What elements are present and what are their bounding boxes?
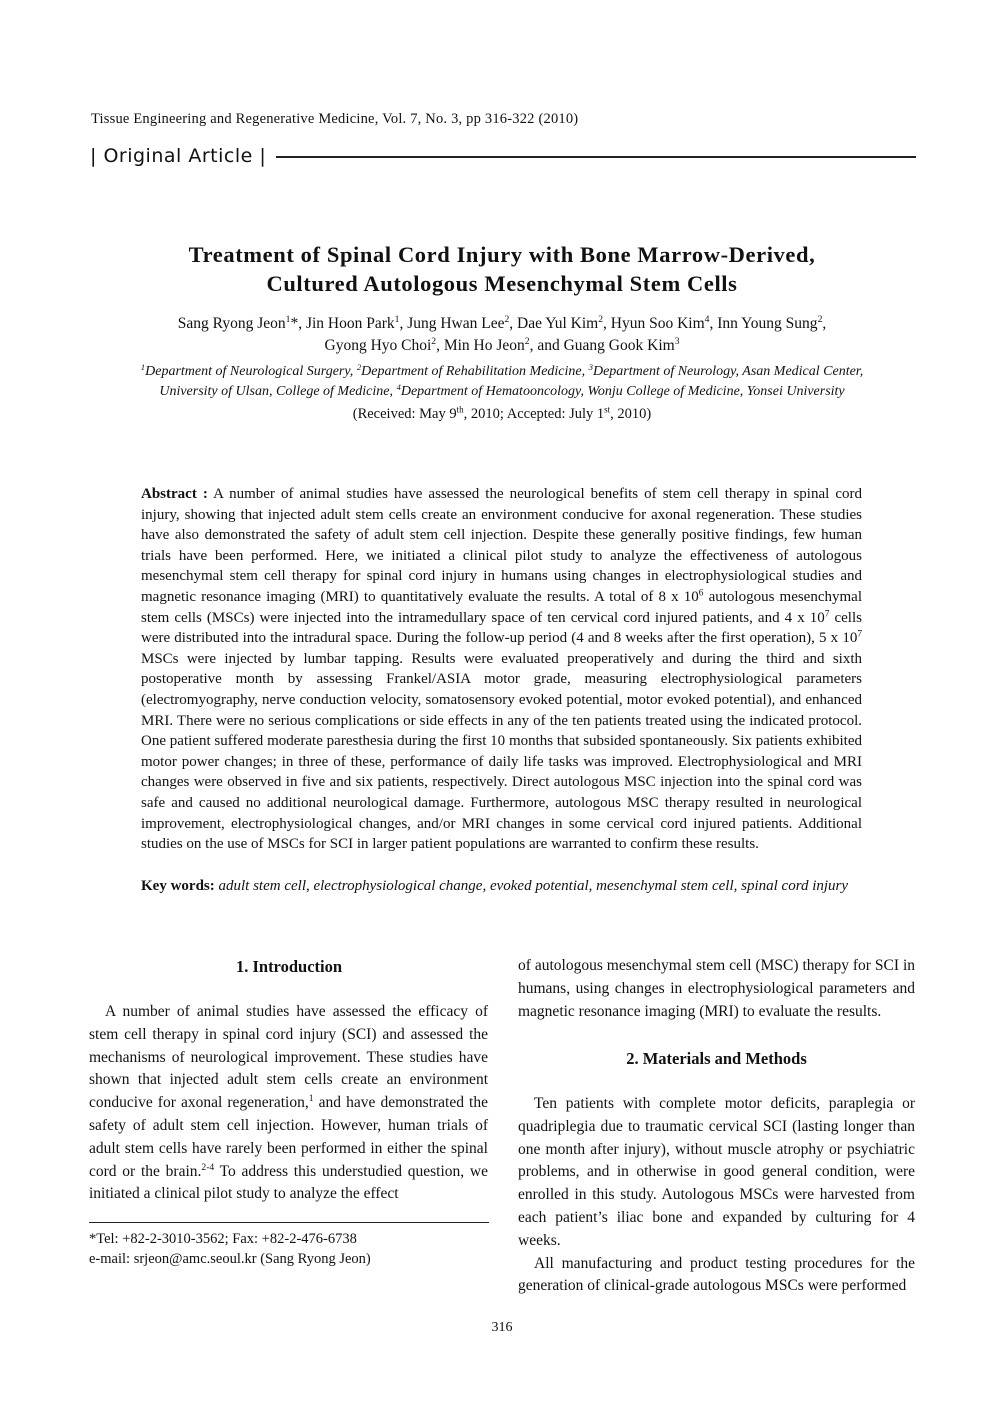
keywords: [141, 878, 862, 895]
intro-body: [89, 1001, 488, 1206]
author-affil-sup: 1: [394, 314, 400, 326]
abstract: [141, 484, 862, 855]
abstract-text: cells were distributed into the intradural space. During the follow-up period (4 and 8 weeks after the first operation), 5 x 10: [141, 609, 862, 647]
paragraph: All manufacturing and product testing procedures for the generation of clinical-grade autologous MSCs were performed: [518, 1254, 915, 1295]
affiliation-line-1: [80, 362, 924, 382]
affil-text: Department of Neurology, Asan Medical Center,: [592, 364, 864, 379]
author-line-1: Sang Ryong Jeon$^1$*, Jin Hoon Park$^1$, Jung Hwan Lee$^2$, Dae Yul Kim$^2$, Hyun Soo Kim$^4$, Inn Young Sung$^2$,: [177, 314, 827, 332]
citation-sup: 2-4: [201, 1161, 215, 1173]
corresponding-footnote: [89, 1229, 371, 1269]
paragraph-text: and have demonstrated the safety of adult stem cell injection. However, human trials of adult stem cells have rarely been performed in either the spinal cord or the brain.: [89, 1094, 488, 1180]
citation-sup: 1: [308, 1093, 314, 1105]
author-name: Guang Gook Kim: [563, 337, 675, 354]
header-rule: [276, 156, 916, 158]
footnote-rule: [89, 1222, 489, 1223]
author-affil-sup: 2: [431, 336, 437, 348]
author-name: Gyong Hyo Choi: [324, 337, 432, 354]
keywords-label: Key words:: [141, 878, 215, 894]
author-name: Hyun Soo Kim: [610, 315, 705, 332]
author-name: Jin Hoon Park: [305, 315, 395, 332]
author-affil-sup: 2: [598, 314, 604, 326]
author-name: Sang Ryong Jeon: [177, 315, 286, 332]
exponent: 7: [824, 608, 830, 619]
ordinal-sup: th: [456, 404, 464, 415]
received-text: (Received: May 9: [352, 406, 457, 422]
paper-title: [60, 240, 944, 298]
author-name: Jung Hwan Lee: [407, 315, 505, 332]
section-heading-methods: 2. Materials and Methods: [626, 1049, 807, 1068]
title-line-2: Cultured Autologous Mesenchymal Stem Cells: [266, 271, 738, 296]
author-affil-sup: 2: [817, 314, 823, 326]
affil-number: 2: [356, 361, 362, 372]
affil-number: 4: [396, 381, 401, 392]
affiliations: [80, 362, 924, 401]
affil-text: Department of Rehabilitation Medicine,: [361, 364, 586, 379]
author-name: Inn Young Sung: [717, 315, 818, 332]
affil-text: Department of Hematooncology, Wonju College of Medicine, Yonsei University: [400, 383, 845, 399]
author-affil-sup: 2: [504, 314, 510, 326]
article-type-label: | Original Article |: [90, 145, 267, 167]
author-list: [80, 313, 924, 357]
affil-number: 3: [588, 361, 593, 372]
methods-body: [518, 1093, 915, 1298]
received-dates: [80, 406, 924, 423]
footnote-contact: *Tel: +82-2-3010-3562; Fax: +82-2-476-6738: [89, 1231, 357, 1247]
abstract-text: autologous mesenchymal stem cells (MSCs) were injected into the intramedullary space of ten cervical cord injured patients, and 4 x 10: [141, 588, 862, 626]
author-affil-sup: 2: [524, 336, 530, 348]
journal-citation: Tissue Engineering and Regenerative Medicine, Vol. 7, No. 3, pp 316-322 (2010): [91, 111, 579, 127]
ordinal-sup: st: [604, 404, 611, 415]
intro-continued: [518, 955, 915, 1023]
paragraph: Ten patients with complete motor deficits, paraplegia or quadriplegia due to traumatic cervical SCI (lasting longer than one month after injury), without muscle atrophy or psychiatric problems, and in otherwise in good general condition, were enrolled in this study. Autologous MSCs were harvested from each patient’s iliac bone and expanded by culturing for 4 weeks.: [518, 1095, 915, 1249]
author-affil-sup: 1: [285, 314, 291, 326]
affil-text: Department of Neurological Surgery,: [145, 364, 354, 379]
paragraph: of autologous mesenchymal stem cell (MSC) therapy for SCI in humans, using changes in electrophysiological parameters and magnetic resonance imaging (MRI) to evaluate the results.: [518, 957, 915, 1020]
paragraph: [89, 1001, 488, 1206]
affil-number: 1: [140, 361, 146, 372]
abstract-text: MSCs were injected by lumbar tapping. Results were evaluated preoperatively and during the third and sixth postoperative month by assessing Frankel/ASIA motor grade, measuring electrophysiological parameters (electromyography, nerve conduction velocity, somatosensory evoked potential, motor evoked potential), and enhanced MRI. There were no serious complications or side effects in any of the ten patients treated using the indicated protocol. One patient suffered moderate paresthesia during the first 10 months that subsided spontaneously. Six patients exhibited motor power changes; in three of these, performance of daily life tasks was improved. Electrophysiological and MRI changes were observed in five and six patients, respectively. Direct autologous MSC injection into the spinal cord was safe and caused no additional neurological damage. Furthermore, autologous MSC therapy resulted in neurological improvement, electrophysiological changes, and/or MRI changes in some cervical cord injured patients. Additional studies on the use of MSCs for SCI in larger patient populations are warranted to confirm these results.: [141, 650, 862, 853]
author-line-2: Gyong Hyo Choi$^2$, Min Ho Jeon$^2$, and Guang Gook Kim$^3$: [324, 336, 680, 354]
abstract-text: A number of animal studies have assessed the neurological benefits of stem cell therapy in spinal cord injury, showing that injected adult stem cells create an environment conducive for axonal regeneration. These studies have also demonstrated the safety of adult stem cell injection. Despite these generally positive findings, few human trials have been performed. Here, we initiated a clinical pilot study to analyze the effectiveness of autologous mesenchymal stem cell therapy for spinal cord injury in humans using changes in electrophysiological studies and magnetic resonance imaging (MRI) to quantitatively evaluate the results. A total of 8 x 10: [141, 486, 862, 605]
title-line-1: Treatment of Spinal Cord Injury with Bone Marrow-Derived,: [188, 242, 816, 267]
author-affil-sup: 3: [674, 336, 680, 348]
affil-text: University of Ulsan, College of Medicine,: [159, 383, 394, 399]
corresponding-mark: *: [290, 315, 299, 332]
footnote-email: e-mail: srjeon@amc.seoul.kr (Sang Ryong Jeon): [89, 1251, 371, 1267]
author-affil-sup: 4: [704, 314, 710, 326]
affiliation-line-2: [80, 382, 924, 402]
exponent: 6: [698, 588, 704, 599]
paragraph-text: A number of animal studies have assessed the efficacy of stem cell therapy in spinal cord injury (SCI) and assessed the mechanisms of neurological improvement. These studies have shown that injected adult stem cells create an environment conducive for axonal regeneration,: [89, 1003, 488, 1112]
exponent: 7: [857, 629, 862, 640]
paragraph-text: To address this understudied question, we initiated a clinical pilot study to analyze the effect: [89, 1162, 488, 1203]
received-text: , 2010): [610, 406, 652, 422]
keywords-text: adult stem cell, electrophysiological change, evoked potential, mesenchymal stem cell, spinal cord injury: [214, 878, 849, 894]
abstract-label: Abstract :: [141, 486, 208, 502]
author-name: Dae Yul Kim: [517, 315, 599, 332]
received-text: , 2010; Accepted: July 1: [463, 406, 605, 422]
section-heading-introduction: 1. Introduction: [235, 957, 343, 976]
page-number: 316: [491, 1320, 513, 1335]
author-name: Min Ho Jeon: [443, 337, 525, 354]
